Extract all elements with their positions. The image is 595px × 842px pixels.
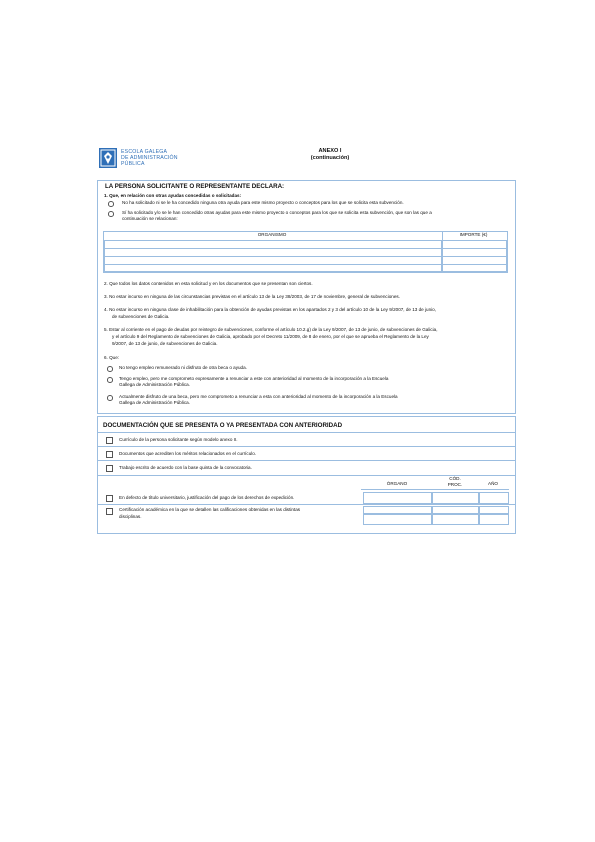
doc-col-cod-line-2: PROC. xyxy=(447,482,463,487)
doc-4-text: En defecto de título universitario, justificación del pago de los derechos de expedición. xyxy=(119,495,295,500)
doc-5-ano-input-2[interactable] xyxy=(479,514,509,525)
doc-3-checkbox[interactable] xyxy=(106,465,113,472)
doc-col-header-divider xyxy=(361,489,509,490)
aids-table-header-amount: IMPORTE (€) xyxy=(459,232,488,237)
doc-4-organo-input[interactable] xyxy=(363,492,432,504)
aids-row-4-amount-input[interactable] xyxy=(442,264,507,272)
item-5-text-3: 9/2007, de 13 de junio, de subvenciones de Galicia. xyxy=(112,341,218,346)
logo-emblem-icon xyxy=(99,148,117,168)
doc-5-organo-input[interactable] xyxy=(363,506,432,514)
logo-text xyxy=(121,149,178,167)
documentation-title: DOCUMENTACIÓN QUE SE PRESENTA O YA PRESENTADA CON ANTERIORIDAD xyxy=(103,422,343,429)
aids-table-header-organism: ORGANISMO xyxy=(257,232,287,237)
item-6-option-a-radio[interactable] xyxy=(107,366,113,372)
doc-1-checkbox[interactable] xyxy=(106,437,113,444)
item-6-option-a-text: No tengo empleo remunerado ni disfruto de otra beca o ayuda. xyxy=(119,365,247,370)
item-3-text: 3. No estar incurso en ninguna de las circunstancias previstas en el artículo 13 de la Ley 38/2003, de 17 de noviembre, general de subvenciones. xyxy=(104,294,400,299)
doc-4-cod-input[interactable] xyxy=(432,492,479,504)
item-6-option-c-radio[interactable] xyxy=(107,395,113,401)
doc-1-text: Currículo de la persona solicitante según modelo anexo II. xyxy=(119,437,238,442)
doc-col-cod xyxy=(432,476,478,488)
item-4-text-2: de subvenciones de Galicia. xyxy=(112,314,170,319)
item-6-option-b-text-2: Gallega de Administración Pública. xyxy=(119,382,190,387)
doc-5-cod-input[interactable] xyxy=(432,506,479,514)
item-5-text-1: 5. Estar al corriente en el pago de deudas por reintegro de subvenciones, conforme el artículo 10.2.g) de la Ley 9/2007, de 13 de junio, de subvenciones de Galicia, xyxy=(104,327,438,332)
doc-col-organo: ÓRGANO xyxy=(386,481,408,486)
item-1-option-a-radio[interactable] xyxy=(108,201,114,207)
logo-line-2: DE ADMINISTRACIÓN xyxy=(121,155,178,161)
doc-2-text: Documentos que acrediten los méritos relacionados en el currículo. xyxy=(119,451,257,456)
logo-line-3: PÚBLICA xyxy=(121,161,145,167)
doc-col-ano: AÑO xyxy=(488,481,498,486)
item-6-option-b-text-1: Tengo empleo, pero me comprometo expresamente a renunciar a este con anterioridad al momento de la incorporación a la Escuela xyxy=(119,376,389,381)
annex-title xyxy=(280,148,380,162)
item-5-text-2: y el artículo 9 del Reglamento de subvenciones de Galicia, aprobado por el Decreto 11/2009, de 8 de enero, por el que se aprueba el Reglamento de la Ley xyxy=(112,334,429,339)
doc-5-organo-input-2[interactable] xyxy=(363,514,432,525)
annex-title-main: ANEXO I xyxy=(318,148,342,154)
item-1-option-b-radio[interactable] xyxy=(108,211,114,217)
doc-2-checkbox[interactable] xyxy=(106,451,113,458)
declaration-title: LA PERSONA SOLICITANTE O REPRESENTANTE DECLARA: xyxy=(105,183,285,190)
doc-col-cod-line-1: CÓD. xyxy=(449,476,461,481)
item-6-option-c-text-2: Gallega de Administración Pública. xyxy=(119,400,190,405)
doc-4-checkbox[interactable] xyxy=(106,495,113,502)
doc-divider-4 xyxy=(97,504,515,505)
doc-4-ano-input[interactable] xyxy=(479,492,509,504)
logo-line-1: ESCOLA GALEGA xyxy=(121,149,168,155)
doc-divider-1 xyxy=(97,446,515,447)
item-1-option-b-text-1: Sí ha solicitado y/o se le han concedido otras ayudas para este mismo proyecto o conceptos para los que se solicita esta subvención, que son las que a xyxy=(122,210,432,215)
doc-3-text: Trabajo escrito de acuerdo con la base quinta de la convocatoria. xyxy=(119,465,252,470)
doc-5-checkbox[interactable] xyxy=(106,508,113,515)
item-1-label: 1. Que, en relación con otras ayudas concedidas o solicitadas: xyxy=(104,193,242,198)
item-6-label: 6. Que: xyxy=(104,355,120,360)
item-1-option-b-text-2: continuación se relacionan: xyxy=(122,216,178,221)
item-6-option-b-radio[interactable] xyxy=(107,377,113,383)
aids-row-4-organism-input[interactable] xyxy=(104,264,442,272)
doc-5-text-2: disciplinas. xyxy=(119,514,142,519)
doc-divider-2 xyxy=(97,460,515,461)
item-4-text-1: 4. No estar incurso en ninguna clase de inhabilitación para la obtención de ayudas previstas en los apartados 2 y 3 del artículo 10 de la Ley 9/2007, de 13 de junio, xyxy=(104,307,436,312)
item-2-text: 2. Que todos los datos contenidos en esta solicitud y en los documentos que se presentan son ciertos. xyxy=(104,281,313,286)
documentation-title-divider xyxy=(97,432,515,433)
doc-5-text-1: Certificación académica en la que se detallen las calificaciones obtenidas en las distintas xyxy=(119,507,301,512)
item-1-option-a-text: No ha solicitado ni se le ha concedido ninguna otra ayuda para este mismo proyecto o conceptos para los que se solicita esta subvención. xyxy=(122,200,404,205)
annex-title-sub: (continuación) xyxy=(310,155,350,161)
doc-5-cod-input-2[interactable] xyxy=(432,514,479,525)
doc-5-ano-input[interactable] xyxy=(479,506,509,514)
item-6-option-c-text-1: Actualmente disfruto de una beca, pero me comprometo a renunciar a esta con anterioridad al momento de la incorporación a la Escuela xyxy=(119,394,398,399)
